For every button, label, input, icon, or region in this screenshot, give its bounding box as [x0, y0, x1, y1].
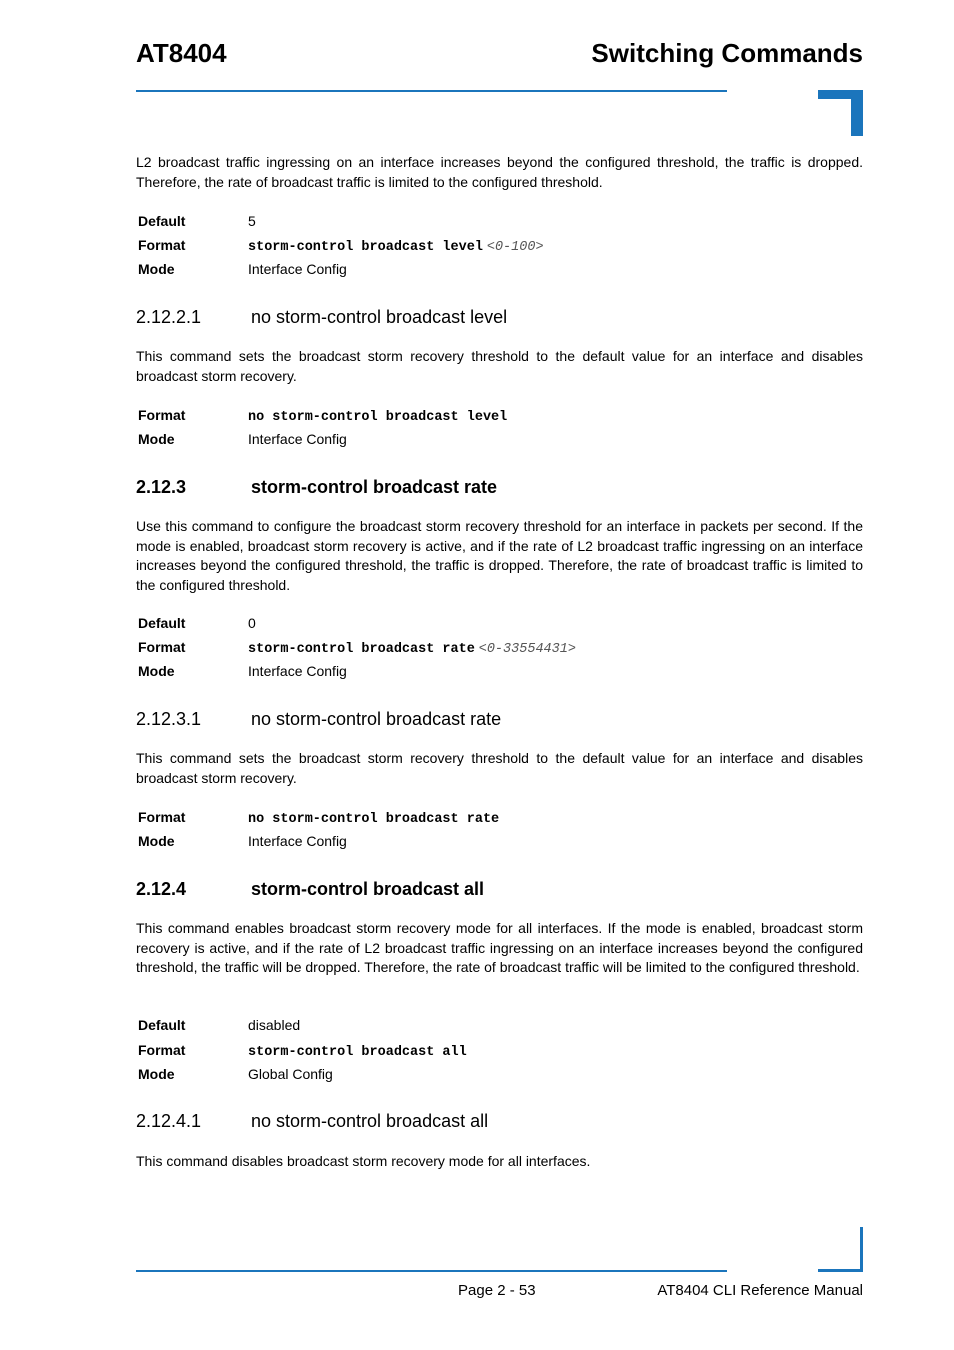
header-rule	[136, 90, 727, 92]
format-label: Format	[138, 407, 186, 423]
section-paragraph: This command sets the broadcast storm recovery threshold to the default value for an interface and disables broadcast storm recovery.	[136, 750, 863, 786]
default-label: Default	[138, 213, 186, 229]
format-label: Format	[138, 1042, 186, 1058]
section-paragraph: This command sets the broadcast storm recovery threshold to the default value for an interface and disables broadcast storm recovery.	[136, 348, 863, 384]
header-corner-mark-vertical	[851, 90, 863, 136]
mode-value: Interface Config	[248, 261, 347, 277]
section-paragraph-block	[136, 1152, 863, 1172]
footer-corner-mark-horizontal	[818, 1269, 863, 1272]
footer-rule	[136, 1270, 727, 1272]
section-paragraph-block	[136, 347, 863, 386]
section-heading-2-12-2-1: 2.12.2.1 no storm-control broadcast level	[136, 307, 508, 327]
section-paragraph-block	[136, 517, 863, 595]
default-label: Default	[138, 615, 186, 631]
intro-paragraph: L2 broadcast traffic ingressing on an interface increases beyond the configured threshold, the traffic is dropped. Therefore, the rate of broadcast traffic is limited to the configured threshold.	[136, 154, 863, 190]
format-label: Format	[138, 237, 186, 253]
format-command: no storm-control broadcast rate	[248, 812, 500, 827]
section-paragraph: This command enables broadcast storm recovery mode for all interfaces. If the mode is enabled, broadcast storm recovery is active, and if the rate of L2 broadcast traffic ingressing on an interface increases beyond the configured threshold, the traffic will be dropped. Therefore, the rate of broadcast traffic will be limited to the configured threshold.	[136, 920, 863, 975]
mode-label: Mode	[138, 663, 175, 679]
footer-manual-title: AT8404 CLI Reference Manual	[657, 1282, 863, 1299]
mode-value: Interface Config	[248, 833, 347, 849]
section-heading-2-12-4: 2.12.4 storm-control broadcast all	[136, 879, 485, 899]
mode-label: Mode	[138, 1066, 175, 1082]
format-command: storm-control broadcast level	[248, 240, 483, 255]
section-paragraph-block	[136, 919, 863, 978]
section-heading-2-12-3-1: 2.12.3.1 no storm-control broadcast rate	[136, 709, 502, 729]
default-value: 0	[248, 615, 256, 631]
format-command: no storm-control broadcast level	[248, 410, 508, 425]
page-number: Page 2 - 53	[458, 1282, 536, 1299]
mode-label: Mode	[138, 431, 175, 447]
mode-value: Interface Config	[248, 431, 347, 447]
mode-label: Mode	[138, 261, 175, 277]
section-heading-2-12-3: 2.12.3 storm-control broadcast rate	[136, 477, 498, 497]
header-chapter: Switching Commands	[591, 38, 863, 68]
section-paragraph: Use this command to configure the broadcast storm recovery threshold for an interface in packets per second. If the mode is enabled, broadcast storm recovery is active, and if the rate of L2 broadcast traffic ingressing on an interface increases beyond the configured threshold, the traffic is dropped. Therefore, the rate of broadcast traffic is limited to the configured threshold.	[136, 518, 863, 593]
mode-value: Interface Config	[248, 663, 347, 679]
section-paragraph-block	[136, 749, 863, 788]
format-argument: <0-100>	[486, 240, 544, 255]
mode-value: Global Config	[248, 1066, 333, 1082]
footer-corner-mark	[860, 1227, 863, 1272]
default-value: disabled	[248, 1017, 301, 1033]
header-product: AT8404	[136, 38, 227, 68]
section-paragraph: This command disables broadcast storm recovery mode for all interfaces.	[136, 1153, 591, 1169]
default-label: Default	[138, 1017, 186, 1033]
format-command: storm-control broadcast rate	[248, 642, 475, 657]
format-argument: <0-33554431>	[478, 642, 576, 657]
default-value: 5	[248, 213, 256, 229]
format-command: storm-control broadcast all	[248, 1045, 467, 1060]
format-label: Format	[138, 809, 186, 825]
mode-label: Mode	[138, 833, 175, 849]
format-label: Format	[138, 639, 186, 655]
intro-paragraph-block	[136, 153, 863, 192]
section-heading-2-12-4-1: 2.12.4.1 no storm-control broadcast all	[136, 1111, 489, 1131]
